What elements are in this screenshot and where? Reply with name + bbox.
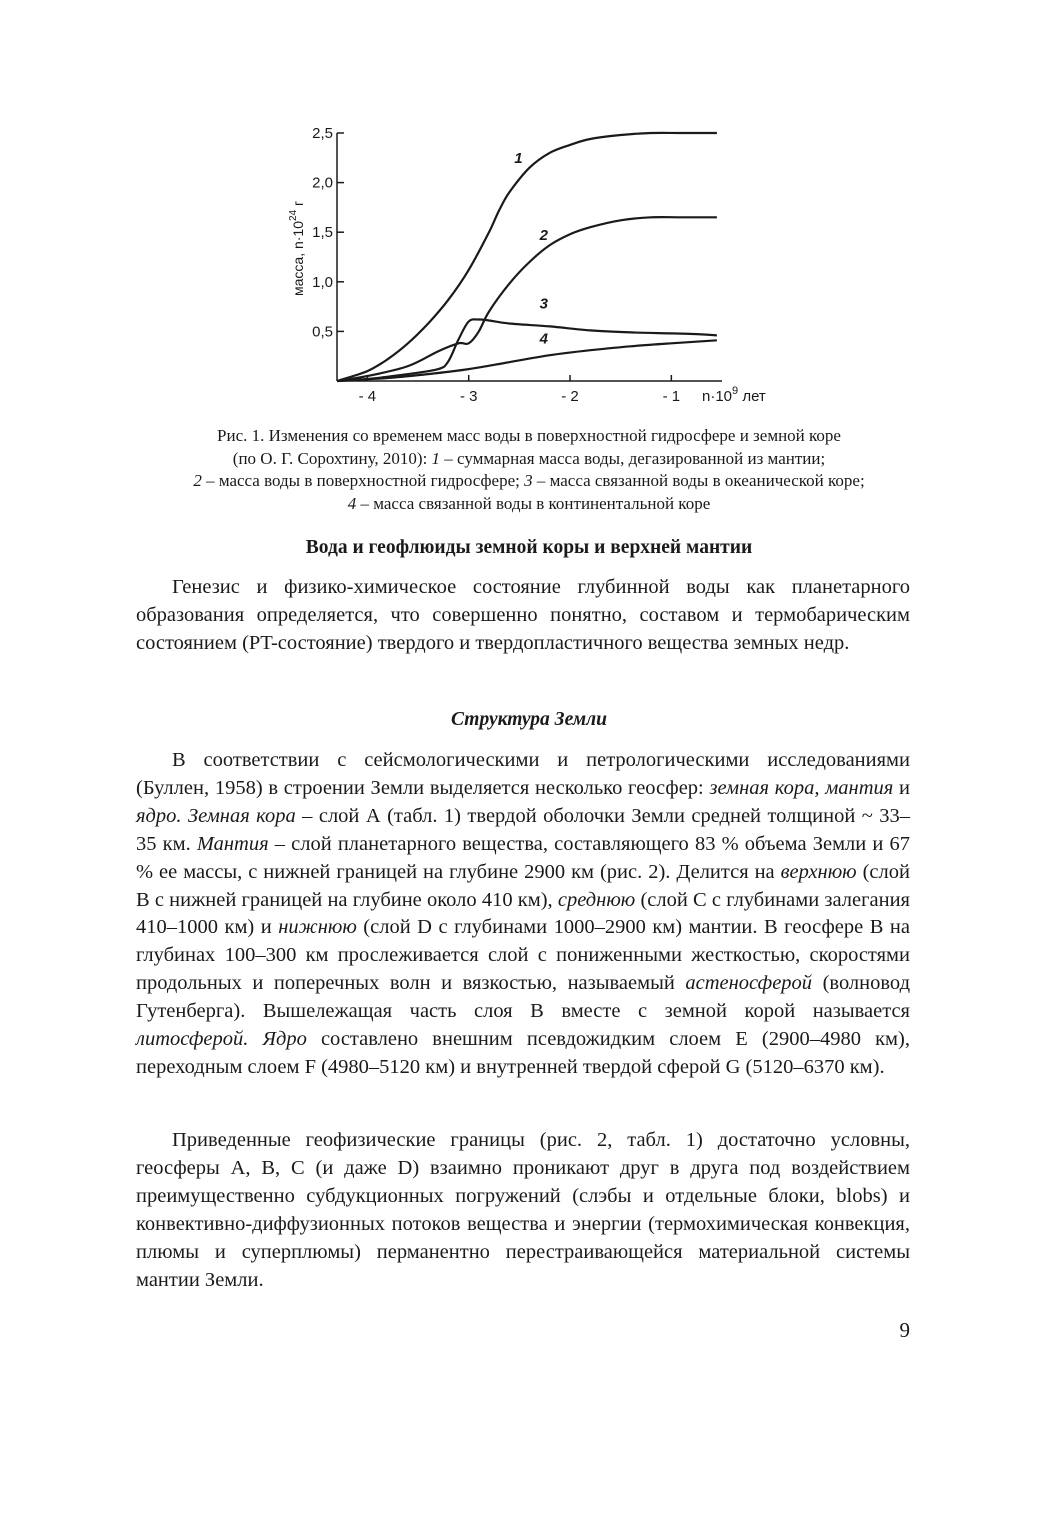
y-tick-label: 0,5 <box>312 323 333 341</box>
x-tick-label: - 2 <box>561 388 579 405</box>
figure-1 <box>0 0 1058 420</box>
section-heading-structure: Структура Земли <box>451 709 607 730</box>
series-label-1: 1 <box>514 149 523 167</box>
x-tick-label: - 4 <box>358 388 377 405</box>
caption-line-2: (по О. Г. Сорохтину, 2010): 1 – суммарная масса воды, дегазированной из мантии; <box>232 448 826 468</box>
series-line-2 <box>337 217 717 381</box>
caption-line-3: 2 – масса воды в поверхностной гидросфере; 3 – масса связанной воды в океанической коре; <box>193 471 865 490</box>
section-heading-water: Вода и геофлюиды земной коры и верхней мантии <box>305 537 753 558</box>
y-tick-label: 2,0 <box>312 174 333 192</box>
paragraph-boundaries: Приведенные геофизические границы (рис. 2, табл. 1) достаточно условны, геосферы A, B, C (и даже D) взаимно проникают друг в друга под воздействием преимущественно субдукционных погружений (слэбы и отдельные блоки, blobs) и конвективно-диффузионных потоков вещества и энергии (термохимическая конвекция, плюмы и суперплюмы) перманентно перестраивающейся материальной системы мантии Земли. <box>136 1129 910 1291</box>
paragraph-structure: В соответствии с сейсмологическими и петрологическими исследованиями (Буллен, 1958) в строении Земли выделяется несколько геосфер: земная кора, мантия и ядро. Земная кора – слой А (табл. 1) твердой оболочки Земли средней толщиной ~ 33–35 км. Мантия – слой планетарного вещества, составляющего 83 % объема Земли и 67 % ее массы, с нижней границей на глубине 2900 км (рис. 2). Делится на верхнюю (слой В с нижней границей на глубине около 410 км), среднюю (слой С с глубинами залегания 410–1000 км) и нижнюю (слой D с глубинами 1000–2900 км) мантии. В геосфере В на глубинах 100–300 км прослеживается слой с пониженными жесткостью, скоростями продольных и поперечных волн и вязкостью, называемый астеносферой (волновод Гутенберга). Вышележащая часть слоя В вместе с земной корой называется литосферой. Ядро составлено внешним псевдожидким слоем E (2900–4980 км), переходным слоем F (4980–5120 км) и внутренней твердой сферой G (5120–6370 км). <box>136 749 911 1078</box>
x-tick-label: - 3 <box>459 388 478 405</box>
page-number: 9 <box>899 1318 910 1342</box>
y-tick-label: 2,5 <box>312 125 333 142</box>
y-tick-label: 1,5 <box>312 224 333 242</box>
y-tick-label: 1,0 <box>312 273 333 291</box>
mass-chart <box>0 0 1058 420</box>
x-axis-label: $n\cdot 10^9$ лет <box>702 385 766 405</box>
caption-line-4: 4 – масса связанной воды в континентальной коре <box>347 493 711 513</box>
figure-caption <box>110 425 948 515</box>
series-label-2: 2 <box>539 227 548 245</box>
paragraph-genesis: Генезис и физико-химическое состояние глубинной воды как планетарного образования определяется, что совершенно понятно, составом и термобарическим состоянием (PT-состояние) твердого и твердопластичного вещества земных недр. <box>136 576 910 654</box>
caption-line-1: Рис. 1. Изменения со временем масс воды в поверхностной гидросфере и земной коре <box>217 426 841 445</box>
series-label-4: 4 <box>539 330 548 348</box>
y-axis-label: масса, $n\cdot 10^{24}$ г <box>288 200 306 296</box>
x-tick-label: - 1 <box>662 388 681 405</box>
series-label-3: 3 <box>539 295 548 313</box>
series-line-3 <box>337 319 717 381</box>
